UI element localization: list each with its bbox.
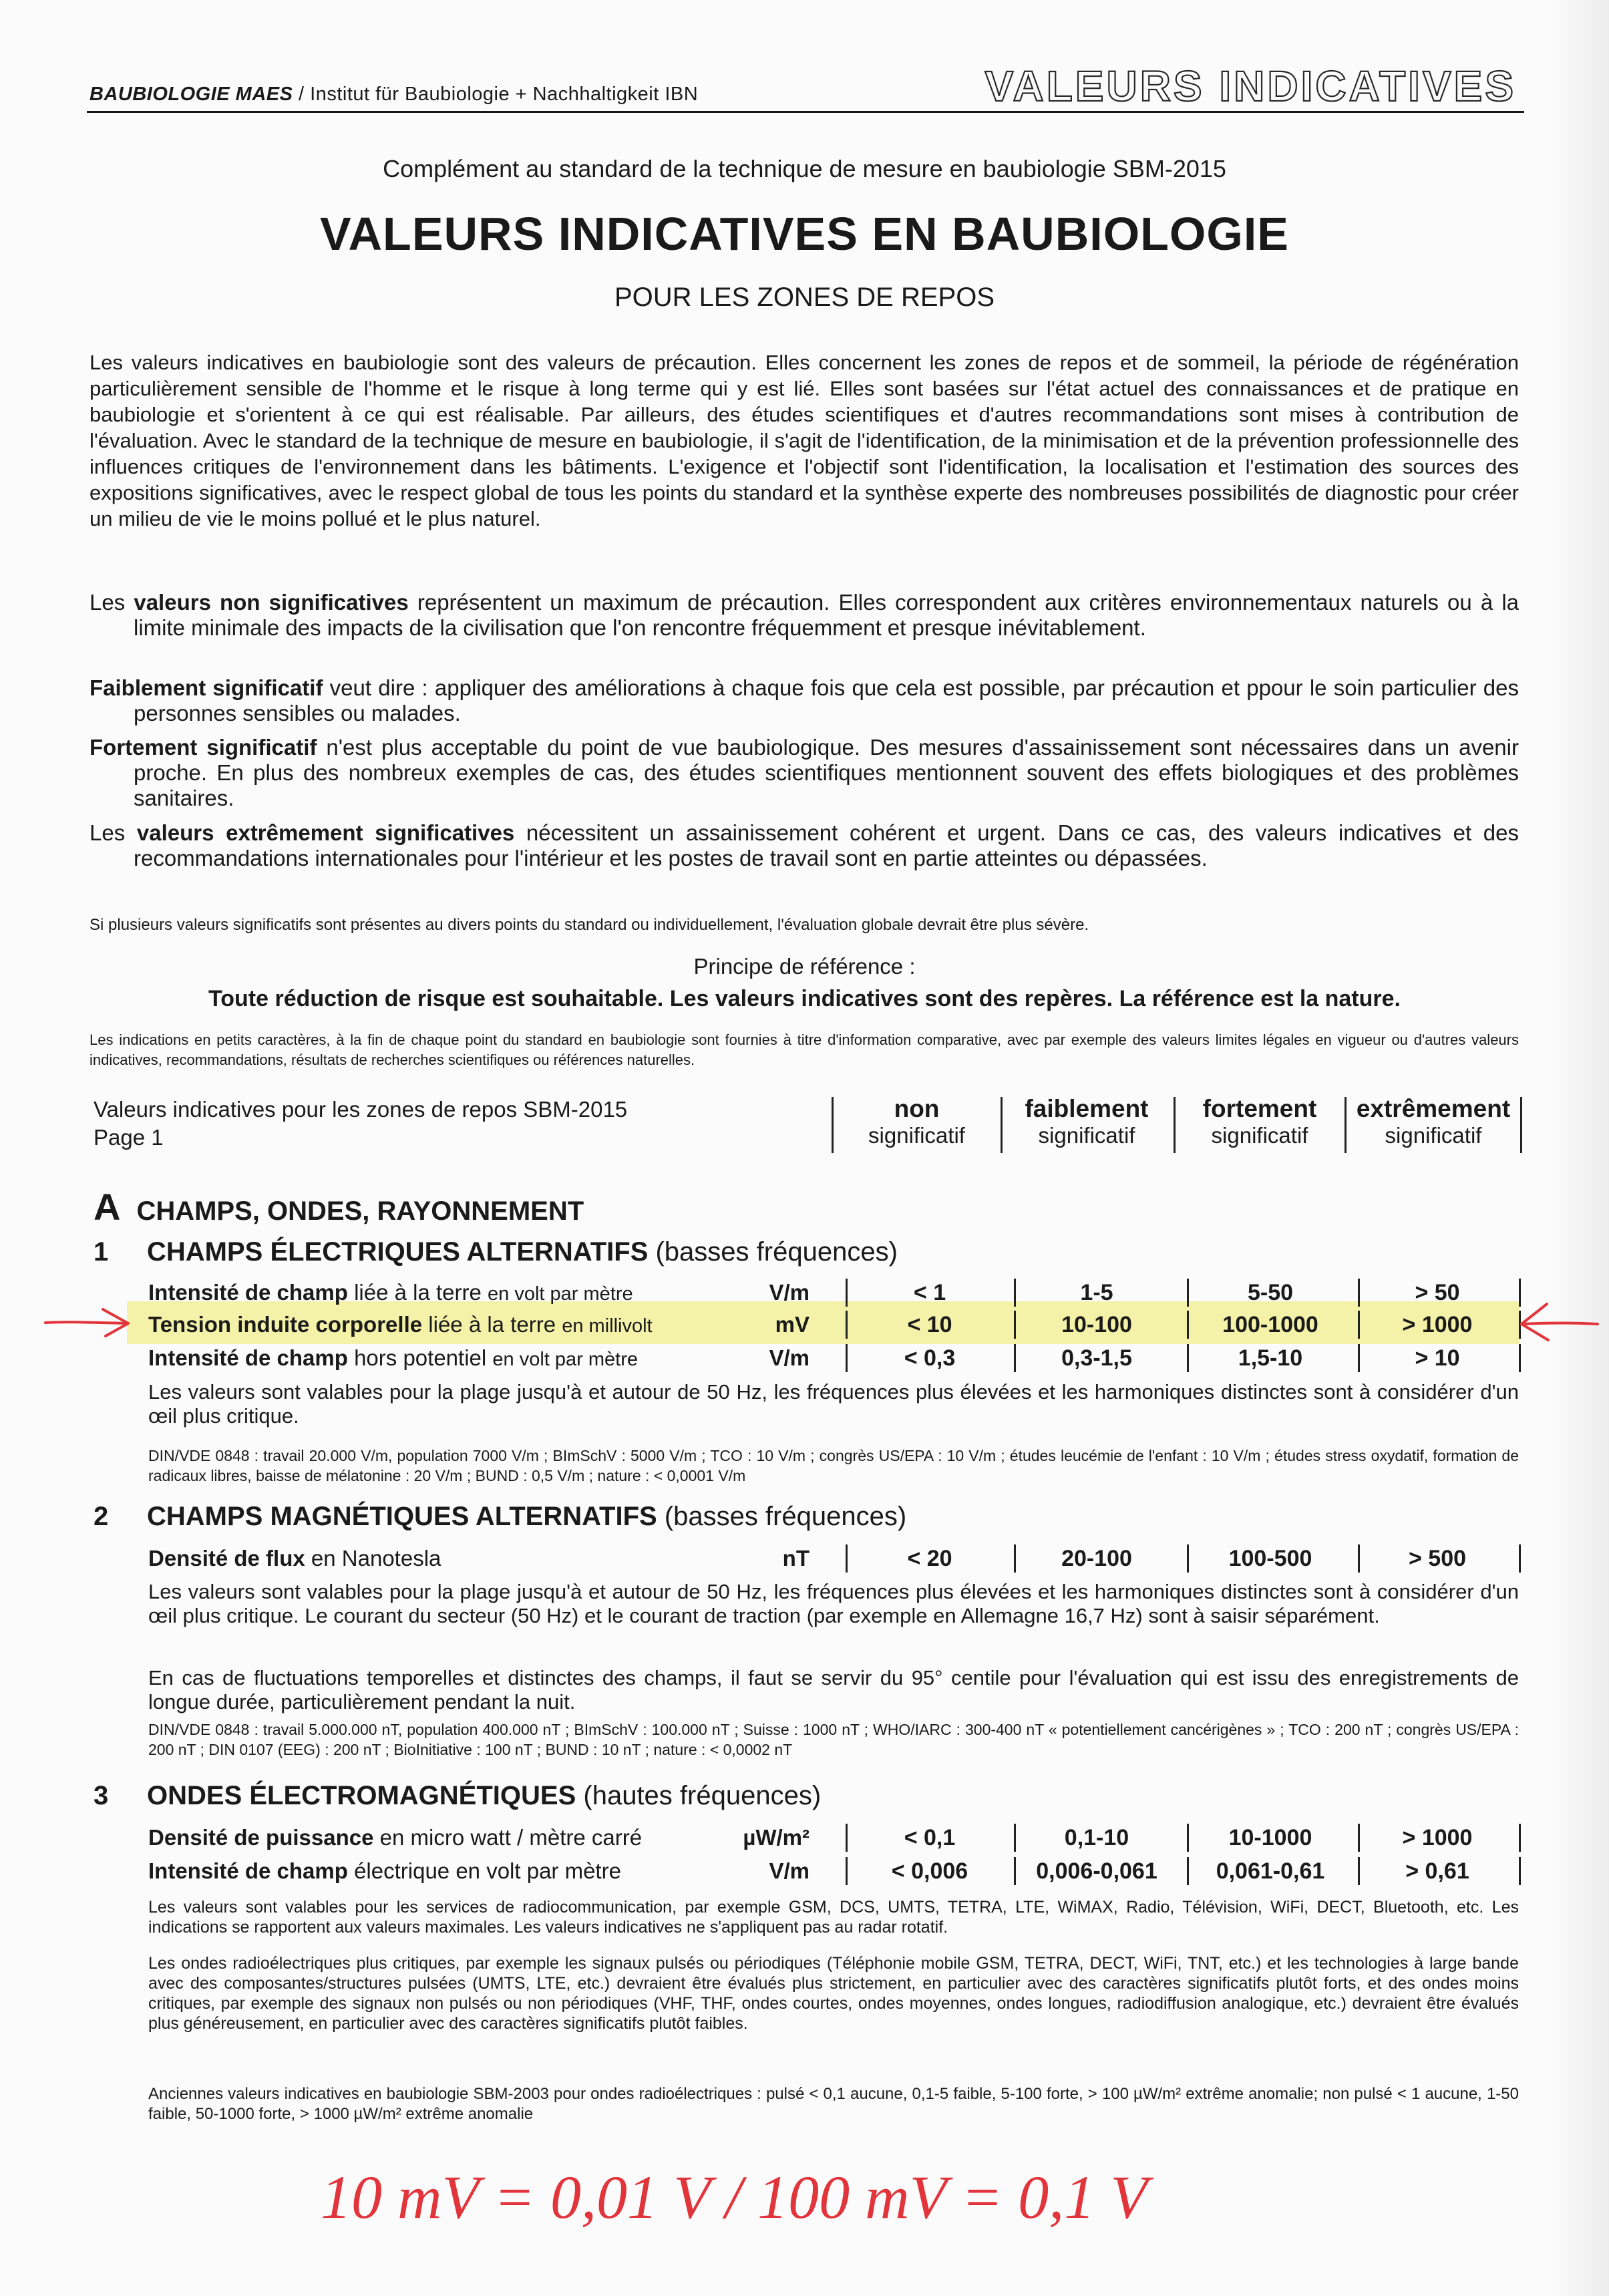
cell-non: < 20: [907, 1546, 952, 1571]
def-term: valeurs extrêmement significatives: [136, 820, 515, 845]
cell-non: < 0,006: [891, 1858, 968, 1884]
section-3-note-3: Anciennes valeurs indicatives en baubiologie SBM-2003 pour ondes radioélectriques : pulsé < 0,1 aucune, 0,1-5 faible, 5-100 forte, > 100 µW/m² extrême anomalie; non pulsé < 1 aucune, 1-50 faible, 50-1000 forte, > 1000 µW/m² extrême anomalie: [148, 2085, 1519, 2123]
section-number: 1: [94, 1237, 109, 1267]
row-label-rest: en Nanotesla: [305, 1546, 441, 1571]
row-label: [148, 1825, 642, 1850]
row-label-rest: liée à la terre: [347, 1280, 488, 1305]
cell-non: < 1: [913, 1280, 946, 1305]
section-number: 2: [94, 1502, 109, 1531]
cell-faiblement: 20-100: [1061, 1546, 1132, 1571]
row-label: [148, 1546, 441, 1571]
row-label-rest: électrique en volt par mètre: [347, 1858, 621, 1883]
page-title: VALEURS INDICATIVES EN BAUBIOLOGIE: [320, 208, 1289, 260]
section-a-heading: [94, 1185, 584, 1228]
col-title: non: [894, 1095, 940, 1122]
cell-non: < 10: [907, 1312, 952, 1337]
section-3-note: Les valeurs sont valables pour les services de radiocommunication, par exemple GSM, DCS, UMTS, TETRA, LTE, WiMAX, Radio, Télévision, WiFi, DECT, Bluetooth, etc. Les indications se rapportent aux valeurs maximales. Les valeurs indicatives ne s'appliquent pas au radar rotatif.: [148, 1898, 1519, 1937]
def-text: nécessitent un assainissement cohérent et urgent. Dans ce cas, des valeurs indicatives et des recommandations internationales pour l'intérieur et les postes de travail sont en partie atteintes ou dépassées.: [134, 820, 1519, 870]
section-sub: (basses fréquences): [648, 1237, 898, 1267]
column-separator: [1345, 1097, 1347, 1153]
page-header: [87, 40, 1523, 114]
section-2-fine-print: DIN/VDE 0848 : travail 5.000.000 nT, population 400.000 nT ; BImSchV : 100.000 nT ; Suisse : 1000 nT ; WHO/IARC : 300-400 nT « potentiellement cancérigènes » ; TCO : 200 nT ; congrès US/EPA : 200 nT ; DIN 0107 (EEG) : 200 nT ; BioInitiative : 100 nT ; BUND : 10 nT ; nature : < 0,0002 nT: [148, 1721, 1519, 1758]
row-label-unit-text: en volt par mètre: [488, 1283, 633, 1305]
definition-extremement: [90, 820, 1519, 871]
row-label-bold: Densité de puissance: [148, 1825, 374, 1850]
row-label-bold: Tension induite corporelle: [148, 1312, 423, 1337]
table-row: [148, 1277, 1524, 1307]
cell-separator: [1519, 1824, 1521, 1852]
section-2-note-2: En cas de fluctuations temporelles et distinctes des champs, il faut se servir du 95° centile pour l'évaluation qui est issu des enregistrements de longue durée, particulièrement pendant la nuit.: [148, 1666, 1519, 1713]
definition-fortement: [90, 735, 1519, 811]
cell-faiblement: 0,006-0,061: [1036, 1858, 1157, 1884]
section-title: CHAMPS, ONDES, RAYONNEMENT: [136, 1196, 584, 1226]
zones-subtitle: POUR LES ZONES DE REPOS: [614, 283, 995, 312]
section-sub: (hautes fréquences): [576, 1781, 822, 1810]
column-separator: [1520, 1097, 1522, 1153]
small-print-note: Les indications en petits caractères, à la fin de chaque point du standard en baubiologie sont fournies à titre d'information comparative, avec par exemple des valeurs limites légales en vigueur ou d'autres valeurs indicatives, recommandations, résultats de recherches scientifiques ou références naturelles.: [90, 1031, 1519, 1068]
handwritten-annotation: [0, 2164, 1609, 2245]
table-row: [148, 1856, 1524, 1885]
row-unit: V/m: [769, 1345, 810, 1370]
cell-fortement: 0,061-0,61: [1216, 1858, 1325, 1884]
arrow-left-annotation-icon: [1516, 1297, 1603, 1344]
row-unit: V/m: [769, 1858, 810, 1883]
subtitle: Complément au standard de la technique de mesure en baubiologie SBM-2015: [383, 155, 1226, 182]
cell-extremement: > 500: [1408, 1546, 1467, 1571]
cell-faiblement: 0,3-1,5: [1061, 1345, 1132, 1371]
table-row: [148, 1543, 1524, 1573]
row-label-unit-text: en millivolt: [562, 1315, 653, 1337]
cell-fortement: 1,5-10: [1238, 1345, 1303, 1371]
cell-faiblement: 10-100: [1061, 1312, 1132, 1337]
col-extremement: [1347, 1096, 1519, 1149]
def-text: n'est plus acceptable du point de vue baubiologique. Des mesures d'assainissement sont nécessaires dans un avenir proche. En plus des nombreux exemples de cas, des études scientifiques mentionnent souvent des effets biologiques et des problèmes sanitaires.: [134, 735, 1519, 810]
cell-separator: [1187, 1311, 1189, 1339]
cell-separator: [1014, 1544, 1016, 1573]
section-2-heading: [94, 1502, 906, 1532]
cell-separator: [1187, 1279, 1189, 1307]
def-term: valeurs non significatives: [134, 590, 409, 615]
row-label-bold: Intensité de champ: [148, 1280, 348, 1305]
section-3-heading: [94, 1781, 821, 1811]
section-2-note: Les valeurs sont valables pour la plage jusqu'à et autour de 50 Hz, les fréquences plus élevées et les harmoniques distinctes sont à considérer d'un œil plus critique. Le courant du secteur (50 Hz) et le courant de traction (par exemple en Allemagne 16,7 Hz) sont à saisir séparément.: [148, 1580, 1519, 1627]
table-row-highlighted: [148, 1309, 1524, 1339]
col-subtitle: significatif: [1211, 1123, 1308, 1148]
intro-paragraph: Les valeurs indicatives en baubiologie sont des valeurs de précaution. Elles concernent les zones de repos et de sommeil, la période de régénération particulièrement sensible de l'homme et le risque à long terme qui y est lié. Elles sont basées sur l'état actuel des connaissances et de pratique en baubiologie et s'orientent à ce qui est réalisable. Par ailleurs, des études scientifiques et d'autres recommandations sont mises à contribution de l'évaluation. Avec le standard de la technique de mesure en baubiologie, il s'agit de l'identification, de la minimisation et de la prévention professionnelle des influences critiques de l'environnement dans les bâtiments. L'exigence et l'objectif sont l'identification, la localisation et l'estimation des sources des expositions significatives, avec le respect global de tous les points du standard et la synthèse experte des nombreuses possibilités de diagnostic pour créer un milieu de vie le moins pollué et le plus naturel.: [90, 351, 1519, 530]
def-pre: Les: [90, 820, 137, 845]
row-label-unit-text: en volt par mètre: [492, 1349, 638, 1370]
row-label-rest: liée à la terre: [422, 1312, 562, 1337]
table-row: [148, 1343, 1524, 1372]
cell-separator: [1519, 1344, 1521, 1372]
col-subtitle: significatif: [1038, 1123, 1135, 1148]
section-sub: (basses fréquences): [657, 1502, 907, 1531]
cell-faiblement: 0,1-10: [1064, 1825, 1129, 1850]
cell-separator: [846, 1824, 848, 1852]
cell-extremement: > 10: [1415, 1345, 1460, 1371]
cell-separator: [846, 1344, 848, 1372]
cell-separator: [1187, 1857, 1189, 1885]
cell-faiblement: 1-5: [1080, 1280, 1113, 1305]
cell-non: < 0,3: [904, 1345, 956, 1371]
row-unit: µW/m²: [743, 1825, 810, 1850]
section-title: CHAMPS ÉLECTRIQUES ALTERNATIFS: [147, 1237, 649, 1267]
section-1-heading: [94, 1237, 898, 1267]
table-header-page: Page 1: [94, 1125, 164, 1150]
arrow-right-annotation-icon: [41, 1303, 135, 1343]
cell-extremement: > 1000: [1402, 1312, 1473, 1337]
multi-values-note: Si plusieurs valeurs significatifs sont présentes au divers points du standard ou individuellement, l'évaluation globale devrait être plus sévère.: [90, 916, 1089, 934]
row-label-rest: en micro watt / mètre carré: [373, 1825, 643, 1850]
col-non: [835, 1096, 999, 1149]
cell-separator: [846, 1279, 848, 1307]
table-row: [148, 1822, 1524, 1852]
definition-faiblement: [90, 675, 1519, 726]
scan-edge-shadow: [1549, 0, 1609, 2296]
row-unit: V/m: [769, 1280, 810, 1305]
principle-statement: Toute réduction de risque est souhaitable. Les valeurs indicatives sont des repères. La référence est la nature.: [208, 986, 1401, 1011]
principle-label: Principe de référence :: [693, 954, 916, 979]
cell-separator: [846, 1544, 848, 1573]
cell-non: < 0,1: [904, 1825, 956, 1850]
column-separator: [832, 1097, 834, 1153]
row-unit: mV: [775, 1312, 810, 1337]
def-pre: Les: [90, 590, 134, 615]
section-1-note: Les valeurs sont valables pour la plage jusqu'à et autour de 50 Hz, les fréquences plus élevées et les harmoniques distinctes sont à considérer d'un œil plus critique.: [148, 1380, 1519, 1428]
column-separator: [1174, 1097, 1176, 1153]
row-label: [148, 1280, 633, 1305]
col-title: fortement: [1202, 1095, 1317, 1122]
cell-separator: [1187, 1344, 1189, 1372]
table-header: [94, 1090, 1523, 1164]
col-title: faiblement: [1025, 1095, 1149, 1122]
section-3-note-2: Les ondes radioélectriques plus critiques, par exemple les signaux pulsés ou périodiques (Téléphonie mobile GSM, TETRA, DECT, WiFi, TNT, etc.) et les technologies à large bande avec des composantes/structures pulsées (UMTS, LTE, etc.) devraient être évalués plus strictement, en particulier avec des caractères significatifs plutôt forts, et des ondes moins critiques, par exemple des signaux non pulsés ou non périodiques (VHF, THF, ondes courtes, ondes moyennes, ondes longues, radiodiffusion analogique, etc.) devraient être évalués plus généreusement, en particulier avec des caractères significatifs plutôt faibles.: [148, 1954, 1519, 2033]
def-term: Faiblement significatif: [90, 675, 323, 700]
cell-separator: [1519, 1857, 1521, 1885]
section-title: CHAMPS MAGNÉTIQUES ALTERNATIFS: [147, 1502, 657, 1531]
handwritten-note: 10 mV = 0,01 V / 100 mV = 0,1 V: [321, 2164, 1148, 2231]
row-label-bold: Densité de flux: [148, 1546, 305, 1571]
row-label-rest: hors potentiel: [347, 1345, 493, 1370]
header-org-name: BAUBIOLOGIE MAES: [90, 84, 293, 105]
row-label-bold: Intensité de champ: [148, 1858, 348, 1883]
section-title: ONDES ÉLECTROMAGNÉTIQUES: [147, 1781, 576, 1810]
table-header-title: Valeurs indicatives pour les zones de repos SBM-2015: [94, 1097, 628, 1122]
header-org: [90, 84, 698, 106]
table-header-label: [94, 1096, 627, 1152]
row-label: [148, 1345, 638, 1371]
row-label: [148, 1312, 653, 1337]
definition-non: [90, 590, 1519, 641]
cell-separator: [846, 1857, 848, 1885]
cell-fortement: 100-1000: [1222, 1312, 1318, 1337]
cell-separator: [846, 1311, 848, 1339]
row-label: [148, 1858, 621, 1884]
col-subtitle: significatif: [1385, 1123, 1482, 1148]
def-text: représentent un maximum de précaution. Elles correspondent aux critères environnementaux naturels ou à la limite minimale des impacts de la civilisation que l'on rencontre fréquemment et presque inévitablement.: [134, 590, 1519, 640]
cell-extremement: > 50: [1415, 1280, 1460, 1305]
cell-fortement: 100-500: [1228, 1546, 1312, 1571]
cell-fortement: 5-50: [1247, 1280, 1294, 1305]
cell-extremement: > 0,61: [1405, 1858, 1469, 1884]
section-letter: A: [94, 1186, 121, 1228]
cell-fortement: 10-1000: [1228, 1825, 1312, 1850]
cell-separator: [1519, 1544, 1521, 1573]
col-fortement: [1176, 1096, 1343, 1149]
col-title: extrêmement: [1356, 1095, 1511, 1122]
cell-separator: [1014, 1824, 1016, 1852]
col-subtitle: significatif: [868, 1123, 965, 1148]
header-badge: VALEURS INDICATIVES: [985, 62, 1516, 110]
section-number: 3: [94, 1781, 109, 1810]
cell-separator: [1014, 1344, 1016, 1372]
cell-separator: [1187, 1824, 1189, 1852]
cell-separator: [1014, 1311, 1016, 1339]
cell-separator: [1187, 1544, 1189, 1573]
col-faiblement: [1003, 1096, 1170, 1149]
def-text: veut dire : appliquer des améliorations à chaque fois que cela est possible, par précaution et ppour le soin particulier des personnes sensibles ou malades.: [134, 675, 1519, 725]
def-term: Fortement significatif: [90, 735, 317, 760]
header-rule: [87, 111, 1524, 113]
row-label-bold: Intensité de champ: [148, 1345, 348, 1370]
cell-separator: [1014, 1279, 1016, 1307]
cell-separator: [1014, 1857, 1016, 1885]
header-institute: / Institut für Baubiologie + Nachhaltigkeit IBN: [293, 84, 699, 105]
section-1-fine-print: DIN/VDE 0848 : travail 20.000 V/m, population 7000 V/m ; BImSchV : 5000 V/m ; TCO : 10 V/m ; congrès US/EPA : 10 V/m ; études leucémie de l'enfant : 10 V/m ; études stress oxydatif, formation de radicaux libres, baisse de mélatonine : 20 V/m ; BUND : 0,5 V/m ; nature : < 0,0001 V/m: [148, 1447, 1519, 1484]
column-separator: [1001, 1097, 1003, 1153]
cell-extremement: > 1000: [1402, 1825, 1473, 1850]
row-unit: nT: [782, 1546, 810, 1571]
